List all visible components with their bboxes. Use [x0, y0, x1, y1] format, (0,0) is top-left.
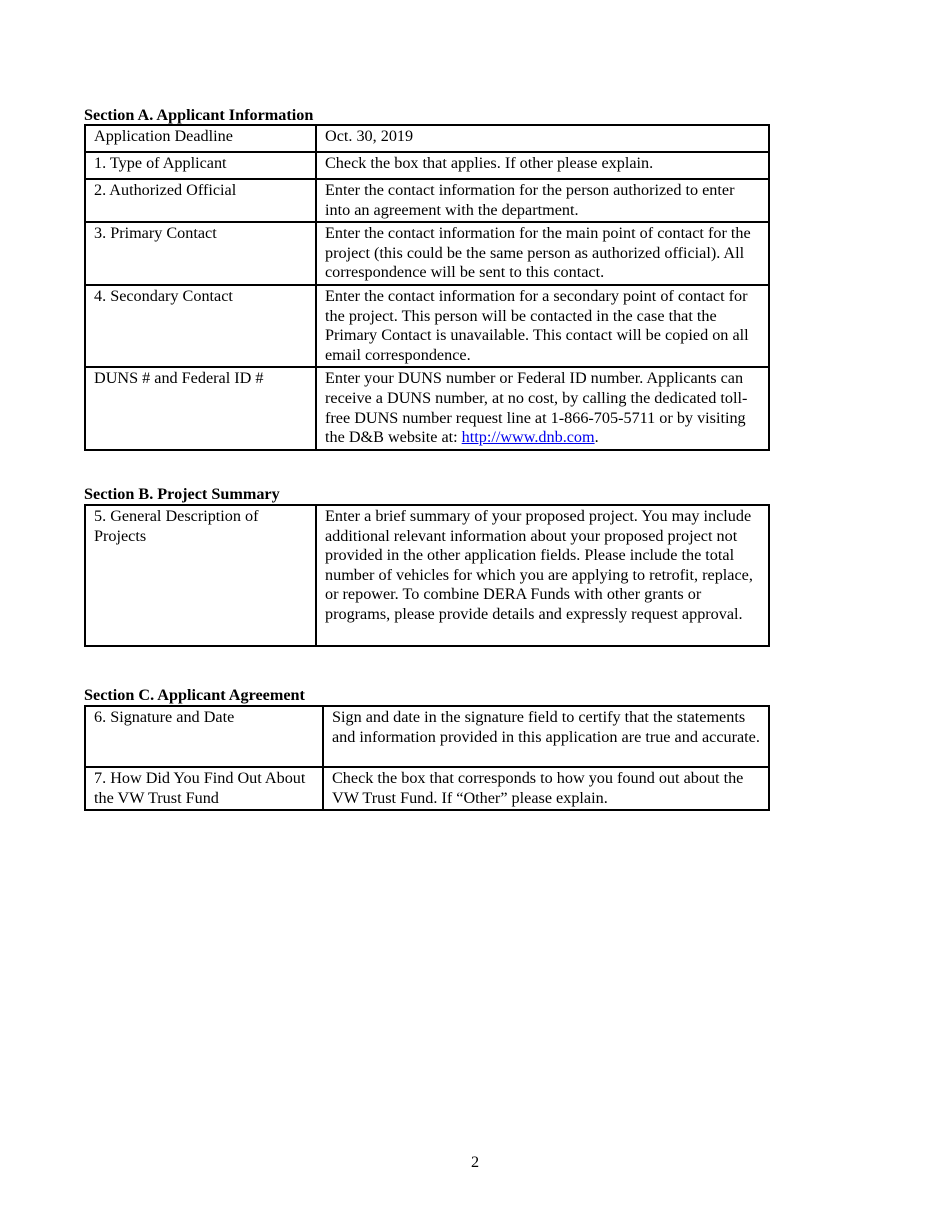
table-row	[85, 367, 769, 449]
table-row	[85, 179, 769, 222]
duns-instruction-text: Enter your DUNS number or Federal ID number. Applicants can receive a DUNS number, at no cost, by calling the dedicated toll-free DUNS number request line at 1-866-705-5711 or by visiting the D&B website at:	[325, 369, 748, 447]
applicant-agreement-table	[84, 705, 770, 811]
project-summary-table	[84, 504, 770, 647]
applicant-information-table	[84, 124, 770, 451]
table-row	[85, 152, 769, 179]
section-c-heading: Section C. Applicant Agreement	[84, 686, 305, 704]
row-label: Application Deadline	[85, 125, 316, 152]
table-row	[85, 706, 769, 767]
row-instruction: Enter the contact information for the main point of contact for the project (this could be the same person as authorized official). All correspondence will be sent to this contact.	[316, 222, 769, 285]
row-instruction: Sign and date in the signature field to certify that the statements and information provided in this application are true and accurate.	[323, 706, 769, 767]
table-row	[85, 505, 769, 646]
row-label: 3. Primary Contact	[85, 222, 316, 285]
row-label: 2. Authorized Official	[85, 179, 316, 222]
row-label: 4. Secondary Contact	[85, 285, 316, 367]
page-number: 2	[470, 1153, 480, 1171]
row-label: 7. How Did You Find Out About the VW Trust Fund	[85, 767, 323, 810]
trailing-period: .	[594, 428, 599, 447]
row-instruction: Check the box that applies. If other please explain.	[316, 152, 769, 179]
table-row	[85, 285, 769, 367]
row-label: 5. General Description of Projects	[85, 505, 316, 646]
row-instruction	[316, 367, 769, 449]
row-instruction: Enter the contact information for the person authorized to enter into an agreement with the department.	[316, 179, 769, 222]
dnb-website-link[interactable]: http://www.dnb.com	[461, 428, 595, 447]
section-a-heading: Section A. Applicant Information	[84, 106, 314, 124]
table-row	[85, 222, 769, 285]
table-row	[85, 767, 769, 810]
row-label: 1. Type of Applicant	[85, 152, 316, 179]
row-instruction: Enter the contact information for a secondary point of contact for the project. This person will be contacted in the case that the Primary Contact is unavailable. This contact will be copied on all email correspondence.	[316, 285, 769, 367]
row-label: 6. Signature and Date	[85, 706, 323, 767]
section-b-heading: Section B. Project Summary	[84, 485, 280, 503]
row-instruction: Check the box that corresponds to how you found out about the VW Trust Fund. If “Other” please explain.	[323, 767, 769, 810]
row-label: DUNS # and Federal ID #	[85, 367, 316, 449]
row-instruction: Enter a brief summary of your proposed project. You may include additional relevant information about your proposed project not provided in the other application fields. Please include the total number of vehicles for which you are applying to retrofit, replace, or repower. To combine DERA Funds with other grants or programs, please provide details and expressly request approval.	[316, 505, 769, 646]
table-row	[85, 125, 769, 152]
row-instruction: Oct. 30, 2019	[316, 125, 769, 152]
